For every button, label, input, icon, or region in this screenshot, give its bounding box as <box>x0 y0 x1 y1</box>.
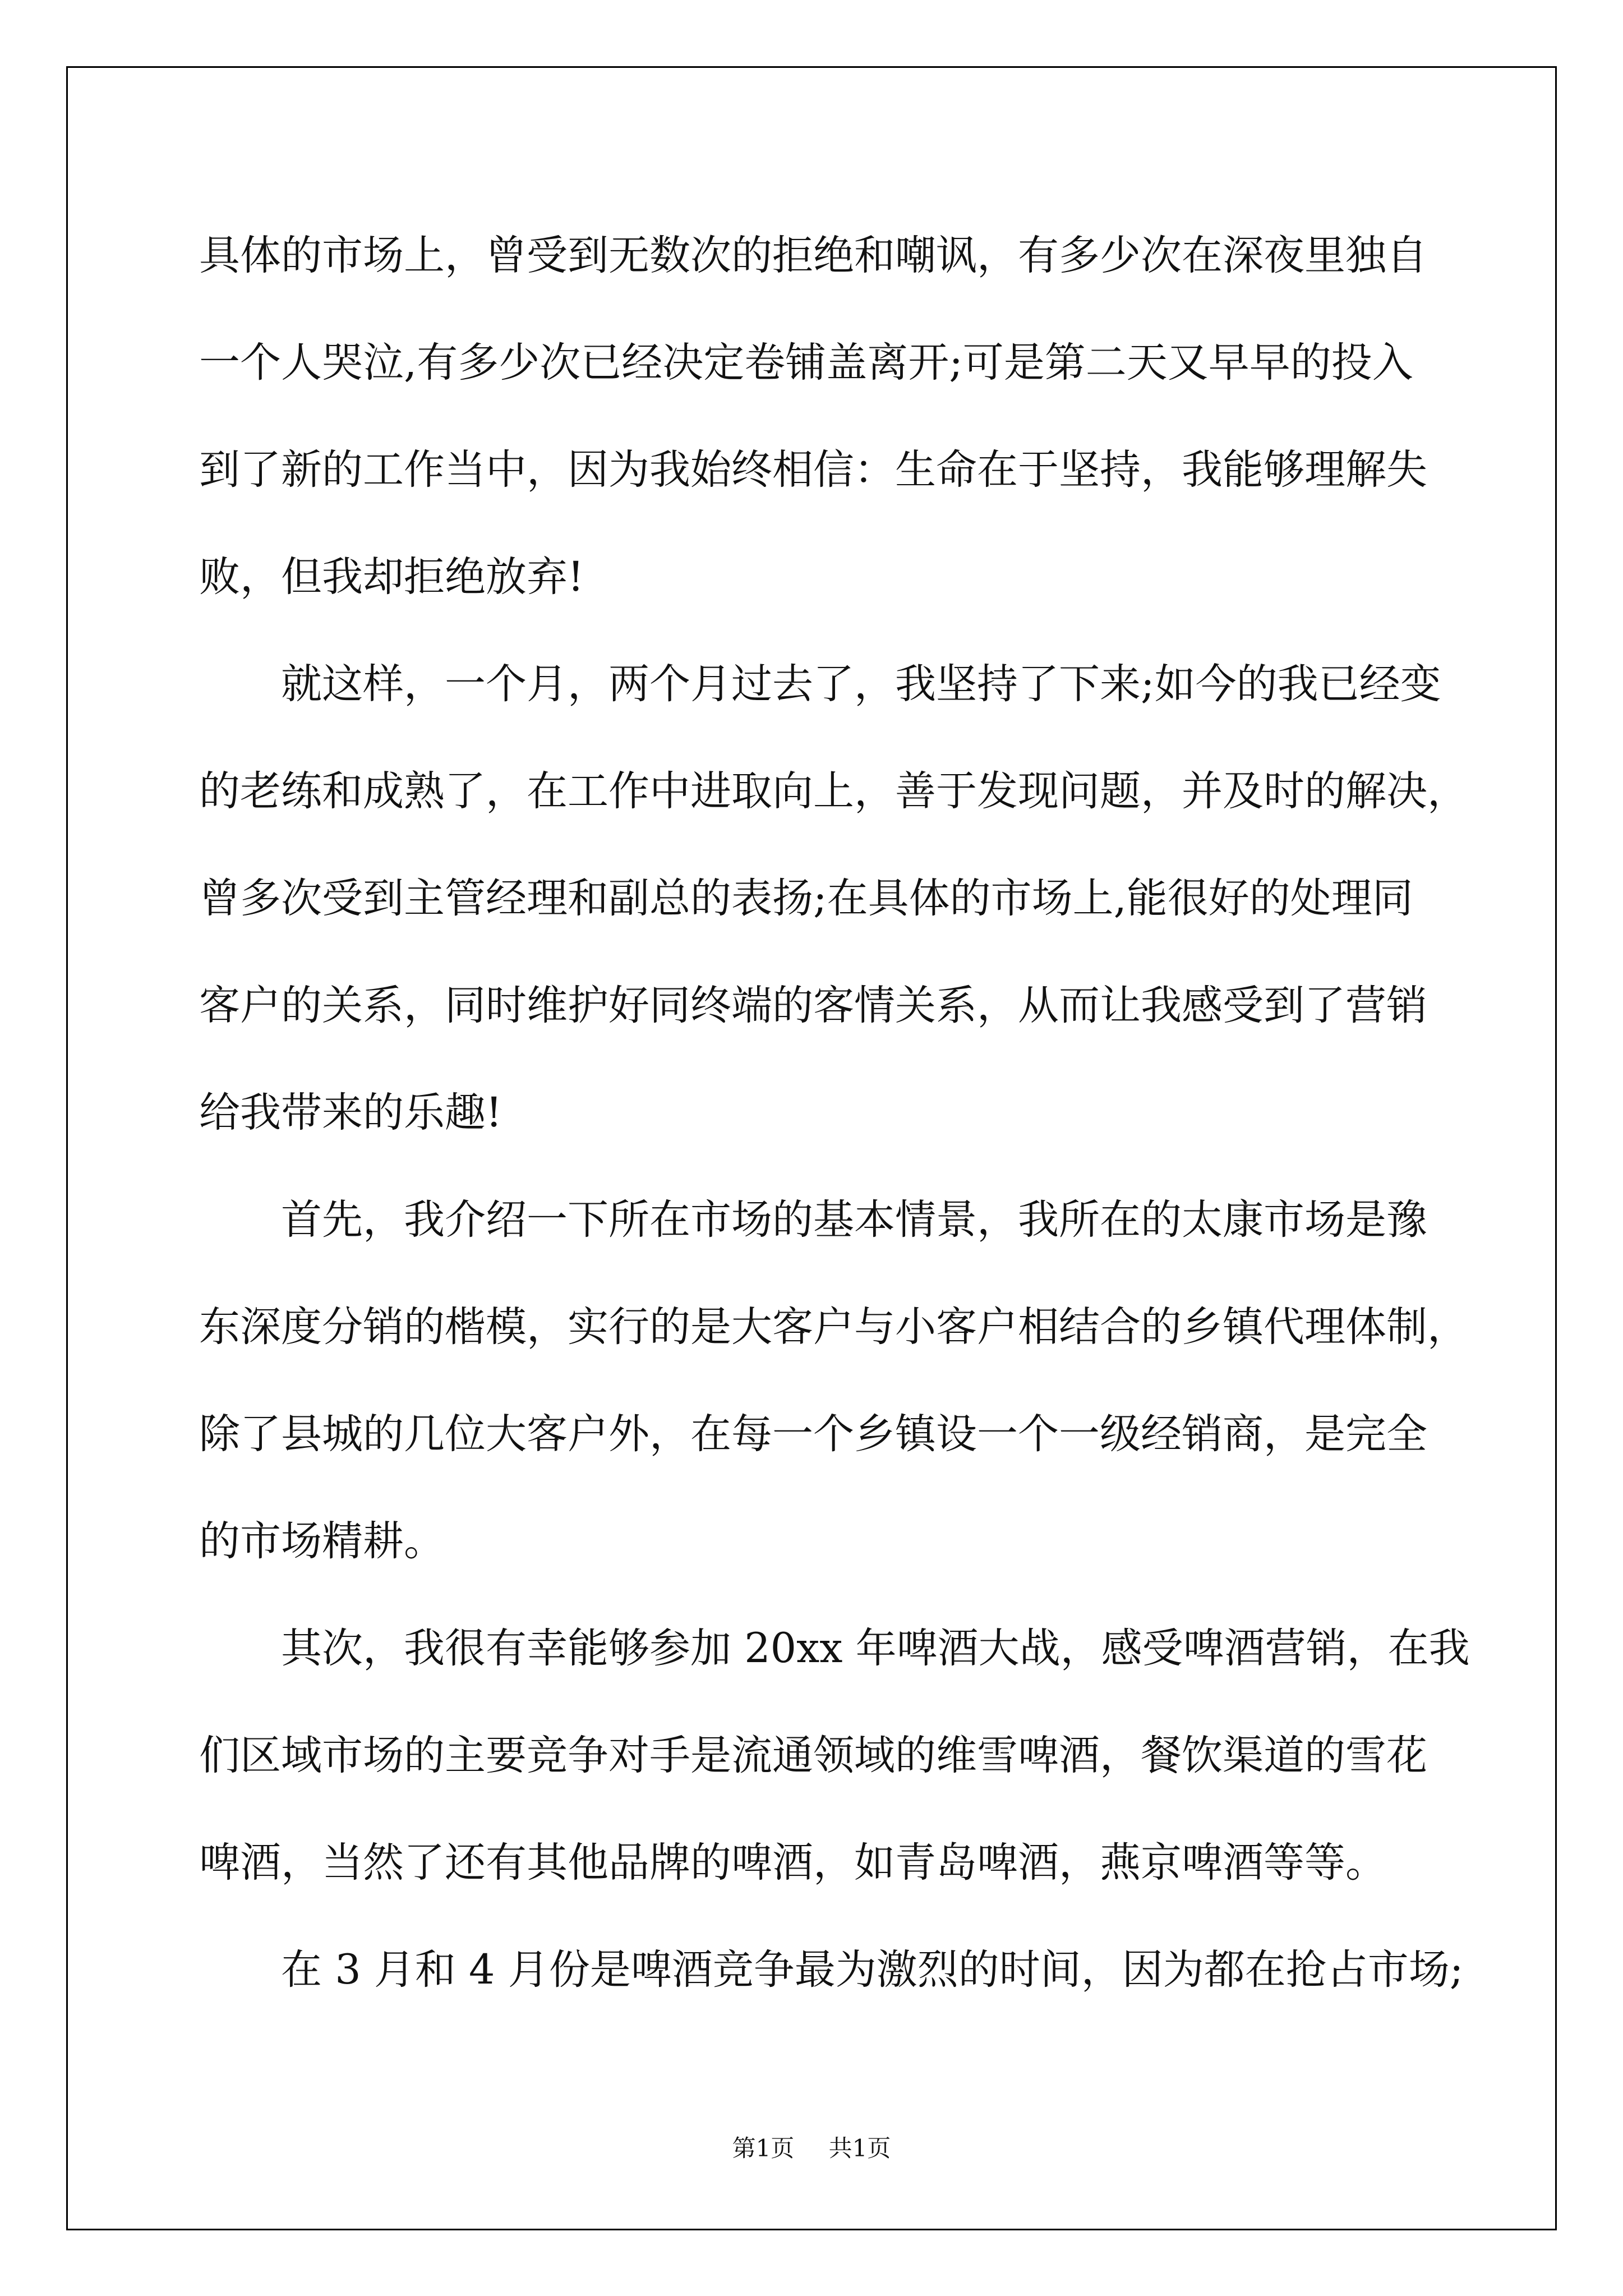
text-line: 给我带来的乐趣! <box>199 1089 502 1137</box>
text-line: 败，但我却拒绝放弃! <box>199 553 584 601</box>
text-line: 的市场精耕。 <box>199 1517 445 1565</box>
page-footer <box>0 2132 1623 2165</box>
text-line: 到了新的工作当中，因为我始终相信：生命在于坚持，我能够理解失 <box>199 446 1427 494</box>
text-line: 一个人哭泣,有多少次已经决定卷铺盖离开;可是第二天又早早的投入 <box>199 339 1413 386</box>
page-number: 第1页 <box>732 2134 795 2162</box>
text-line: 客户的关系，同时维护好同终端的客情关系，从而让我感受到了营销 <box>199 982 1427 1029</box>
text-line: 首先，我介绍一下所在市场的基本情景，我所在的太康市场是豫 <box>199 1196 1427 1244</box>
text-line: 在 3 月和 4 月份是啤酒竞争最为激烈的时间，因为都在抢占市场; <box>199 1946 1464 1994</box>
page-total: 共1页 <box>828 2134 891 2162</box>
text-line: 啤酒，当然了还有其他品牌的啤酒，如青岛啤酒，燕京啤酒等等。 <box>199 1839 1386 1887</box>
text-line: 们区域市场的主要竞争对手是流通领域的维雪啤酒，餐饮渠道的雪花 <box>199 1732 1427 1779</box>
document-body <box>199 202 1470 2023</box>
text-line: 曾多次受到主管经理和副总的表扬;在具体的市场上,能很好的处理同 <box>199 875 1413 922</box>
text-line: 具体的市场上，曾受到无数次的拒绝和嘲讽，有多少次在深夜里独自 <box>199 232 1427 279</box>
text-line: 除了县城的几位大客户外，在每一个乡镇设一个一级经销商，是完全 <box>199 1410 1427 1458</box>
text-line: 就这样，一个月，两个月过去了，我坚持了下来;如今的我已经变 <box>199 660 1441 708</box>
text-line: 的老练和成熟了，在工作中进取向上，善于发现问题，并及时的解决， <box>199 767 1468 815</box>
text-line: 东深度分销的楷模，实行的是大客户与小客户相结合的乡镇代理体制， <box>199 1303 1468 1351</box>
text-line: 其次，我很有幸能够参加 20xx 年啤酒大战，感受啤酒营销，在我 <box>199 1625 1470 1672</box>
